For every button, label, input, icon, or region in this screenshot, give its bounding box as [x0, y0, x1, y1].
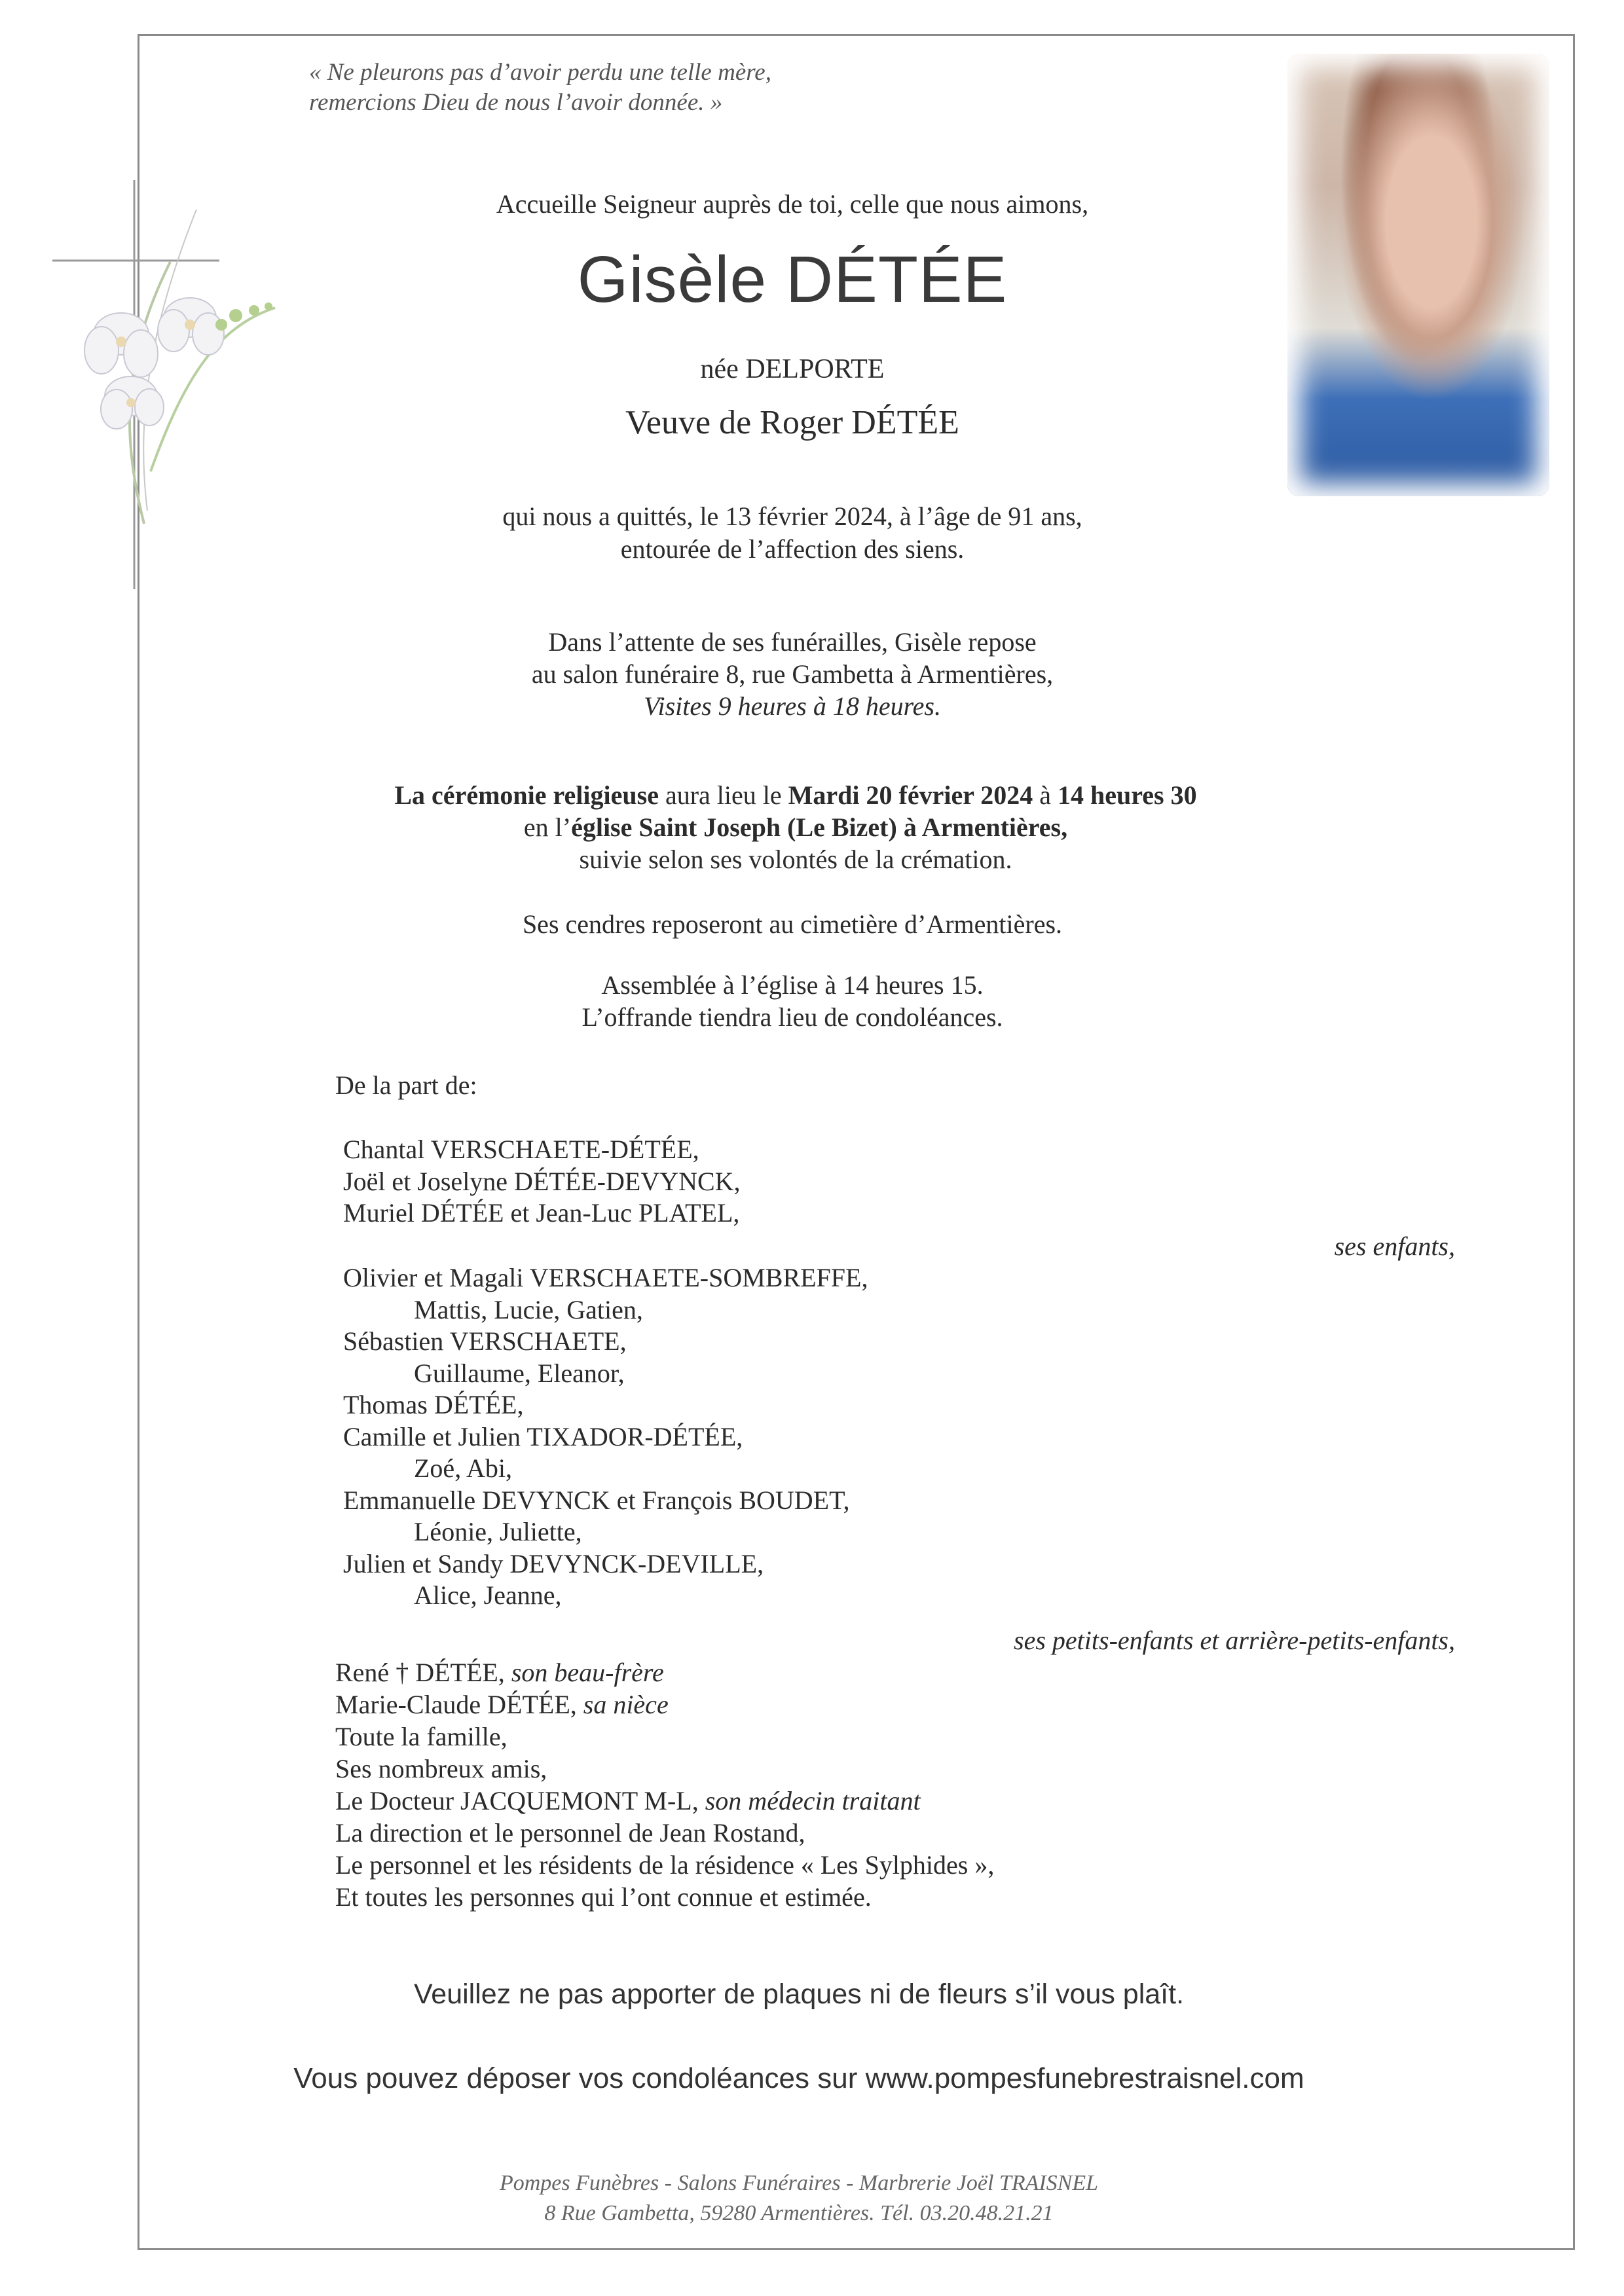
list-item: Léonie, Juliette, [414, 1517, 582, 1546]
maiden-name: née DELPORTE [700, 354, 885, 384]
list-item: Alice, Jeanne, [414, 1580, 562, 1610]
death-notice: qui nous a quittés, le 13 février 2024, à l’âge de 91 ans, entourée de l’affection des siens. [502, 501, 1082, 564]
accueil-line: Accueille Seigneur auprès de toi, celle que nous aimons, [496, 189, 1089, 219]
list-item: Toute la famille, [335, 1722, 507, 1751]
list-item: René † DÉTÉE, son beau-frère [335, 1658, 664, 1687]
list-item: Joël et Joselyne DÉTÉE-DEVYNCK, [343, 1166, 741, 1196]
children-list [343, 1134, 1456, 1230]
children-label: ses enfants, [1334, 1231, 1455, 1261]
deceased-name: Gisèle DÉTÉE [577, 243, 1008, 316]
ceremony-notice: La cérémonie religieuse aura lieu le Mardi 20 février 2024 à 14 heures 30 en l’église Saint Joseph (Le Bizet) à Armentières, suivie selon ses volontés de la crémation. [394, 780, 1197, 874]
list-item: La direction et le personnel de Jean Rostand, [335, 1818, 805, 1848]
list-item: Marie-Claude DÉTÉE, sa nièce [335, 1690, 669, 1719]
others-list [335, 1656, 1449, 1913]
widow-line: Veuve de Roger DÉTÉE [625, 404, 959, 441]
cross-orchid-icon [46, 170, 282, 596]
funeral-home-footer: Pompes Funèbres - Salons Funéraires - Marbrerie Joël TRAISNEL 8 Rue Gambetta, 59280 Armentières. Tél. 03.20.48.21.21 [499, 2171, 1099, 2225]
list-item: Et toutes les personnes qui l’ont connue et estimée. [335, 1882, 872, 1912]
list-item: Le personnel et les résidents de la résidence « Les Sylphides », [335, 1850, 995, 1880]
assembly-notice: Assemblée à l’église à 14 heures 15. L’offrande tiendra lieu de condoléances. [581, 970, 1003, 1032]
condolences-notice: Vous pouvez déposer vos condoléances sur www.pompesfunebrestraisnel.com [293, 2062, 1304, 2094]
list-item: Julien et Sandy DEVYNCK-DEVILLE, [343, 1548, 764, 1578]
list-item: Sébastien VERSCHAETE, [343, 1326, 627, 1356]
list-item: Muriel DÉTÉE et Jean-Luc PLATEL, [343, 1198, 740, 1228]
list-item: Le Docteur JACQUEMONT M-L, son médecin traitant [335, 1786, 921, 1815]
list-item: Guillaume, Eleanor, [414, 1358, 625, 1388]
opening-quote: « Ne pleurons pas d’avoir perdu une telle mère, remercions Dieu de nous l’avoir donnée. » [309, 59, 771, 116]
portrait-photo [1287, 54, 1549, 496]
list-item: Thomas DÉTÉE, [343, 1390, 524, 1419]
list-item: Camille et Julien TIXADOR-DÉTÉE, [343, 1421, 743, 1451]
no-flowers-notice: Veuillez ne pas apporter de plaques ni de fleurs s’il vous plaît. [413, 1978, 1185, 2010]
list-item: Ses nombreux amis, [335, 1754, 547, 1783]
from-label: De la part de: [335, 1070, 477, 1100]
grandchildren-list [343, 1262, 1456, 1612]
list-item: Chantal VERSCHAETE-DÉTÉE, [343, 1135, 699, 1164]
rest-notice: Dans l’attente de ses funérailles, Gisèle repose au salon funéraire 8, rue Gambetta à Armentières, Visites 9 heures à 18 heures. [531, 627, 1054, 721]
list-item: Mattis, Lucie, Gatien, [414, 1294, 643, 1324]
ashes-notice: Ses cendres reposeront au cimetière d’Armentières. [522, 909, 1063, 939]
list-item: Zoé, Abi, [414, 1453, 512, 1483]
grandchildren-label: ses petits-enfants et arrière-petits-enfants, [1014, 1626, 1455, 1655]
list-item: Olivier et Magali VERSCHAETE-SOMBREFFE, [343, 1263, 868, 1292]
list-item: Emmanuelle DEVYNCK et François BOUDET, [343, 1485, 850, 1515]
